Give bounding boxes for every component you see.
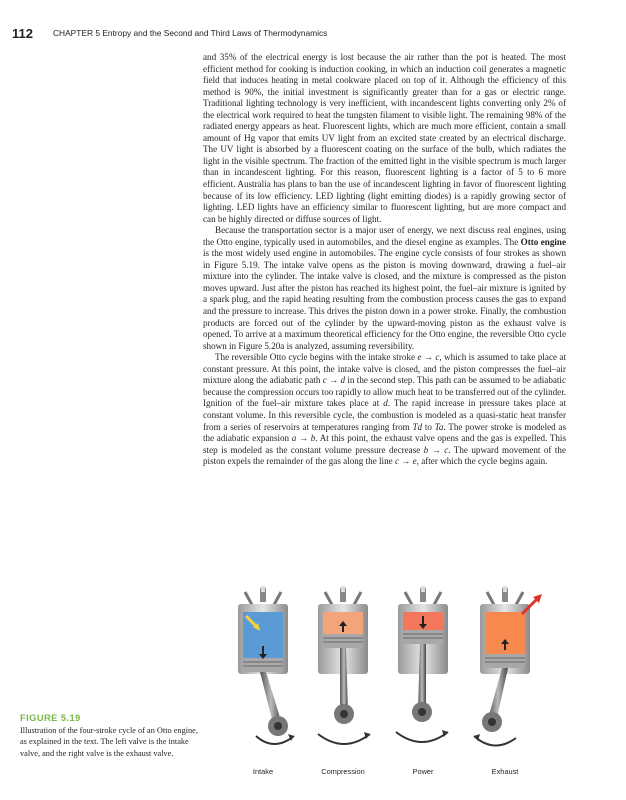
figure-four-stroke-cycle <box>228 586 558 776</box>
engine-compression <box>318 586 370 744</box>
page-number: 112 <box>12 26 33 41</box>
engine-intake <box>238 586 294 744</box>
engine-exhaust <box>474 586 542 746</box>
label-exhaust: Exhaust <box>491 767 519 776</box>
running-head: CHAPTER 5 Entropy and the Second and Third Laws of Thermodynamics <box>53 28 328 38</box>
engine-diagram <box>228 586 558 764</box>
figure-caption <box>20 712 198 759</box>
caption-text: Illustration of the four-stroke cycle of an Otto engine, as explained in the text. The left valve is the intake valve, and the right valve is the exhaust valve. <box>20 726 198 758</box>
page-header <box>12 26 612 42</box>
label-compression: Compression <box>321 767 365 776</box>
figure-number: FIGURE 5.19 <box>20 712 81 723</box>
label-power: Power <box>412 767 434 776</box>
label-intake: Intake <box>252 767 274 776</box>
paragraph-otto-cycle: The reversible Otto cycle begins with the intake stroke e → c, which is assumed to take place at constant pressure. At this point, the intake valve is closed, and the piston compresses the fuel–air mixture along the adiabatic path c → d in the second step. This path can be assumed to be adiabatic because the compression occurs too rapidly to allow much heat to be transferred out of the cylinder. Ignition of the fuel–air mixture takes place at d. The rapid increase in pressure takes place at constant volume. In this reversible cycle, the combustion is modeled as a quasi-static heat transfer from a series of reservoirs at temperatures ranging from Td to Ta. The power stroke is modeled as the adiabatic expansion a → b. At this point, the exhaust valve opens and the gas is expelled. This step is modeled as the constant volume pressure decrease b → c. The upward movement of the piston expels the remainder of the gas along the line c → e, after which the cycle begins again. <box>203 352 567 467</box>
paragraph-lighting: and 35% of the electrical energy is lost because the air rather than the pot is heated. The most efficient method for cooking is induction cooking, in which an induction coil generates a magnetic field that induces heating in metal cookware placed on top of it. Although the efficiency of this method is 90%, the initial investment is significantly greater than for a gas or electric range. Traditional lighting technology is very inefficient, with incandescent lights converting only 2% of the electrical work required to heat the tungsten filament to visible light. The remaining 98% of the radiated energy appears as heat. Fluorescent lights, which are much more efficient, contain a small amount of Hg vapor that emits UV light from an excited state created by an electrical discharge. The UV light is absorbed by a fluorescent coating on the surface of the bulb, which radiates the light in the visible spectrum. The fraction of the emitted light in the visible spectrum is much larger than in incandescent lighting. For this reason, fluorescent lighting is a factor of 5 to 6 more efficient. Australia has plans to ban the use of incandescent lighting in favor of fluorescent lighting because of its low efficiency. LED lighting (light emitting diodes) is a rapidly growing sector of lighting. LED lights have an efficiency similar to fluorescent lighting, but are more compact and can be highly directed or diffuse sources of light. <box>203 52 566 224</box>
paragraph-otto-engine: Because the transportation sector is a major user of energy, we next discuss real engines, using the Otto engine, typically used in automobiles, and the diesel engine as examples. The Otto engine is the most widely used engine in automobiles. The engine cycle consists of four strokes as shown in Figure 5.19. The intake valve opens as the piston is moving downward, drawing a fuel–air mixture into the cylinder. The intake valve is closed, and the mixture is compressed as the piston moves upward. Just after the piston has reached its highest point, the fuel–air mixture is ignited by a spark plug, and the rapid heating resulting from the combustion process causes the gas to expand and the pressure to increase. This drives the piston down in a power stroke. Finally, the combustion products are forced out of the cylinder by the upward-moving piston as the exhaust valve is opened. To arrive at a maximum theoretical efficiency for the Otto engine, the reversible Otto cycle shown in Figure 5.20a is analyzed, assuming reversibility. <box>203 225 566 351</box>
term-otto-engine: Otto engine <box>520 236 566 247</box>
body-text <box>203 52 566 468</box>
engine-power <box>396 586 448 742</box>
